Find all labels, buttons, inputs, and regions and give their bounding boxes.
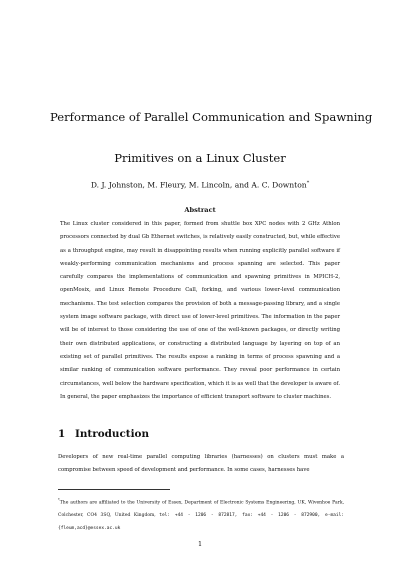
- author-list: [40, 180, 360, 190]
- author-footnote-mark: *: [306, 180, 310, 186]
- title-line-2: Primitives on a Linux Cluster: [114, 151, 286, 165]
- footnote-contact: tel: +44 - 1206 - 872817, fax: +44 - 1206 - 872900, e-mail: {fleum,acd}@essex.ac.uk: [58, 513, 344, 531]
- intro-paragraph: Developers of new real-time parallel computing libraries (harnesses) on clusters must make a compromise between speed of development and performance. In some cases, harnesses have: [58, 454, 344, 474]
- page-number: 1: [197, 540, 203, 548]
- section-title: Introduction: [75, 428, 149, 440]
- section-number: 1: [58, 428, 66, 440]
- author-names: D. J. Johnston, M. Fleury, M. Lincoln, and A. C. Downton: [90, 180, 307, 190]
- footnote-mark: *: [58, 498, 60, 502]
- footnote-rule: [58, 489, 170, 490]
- footnote-affiliation: The authors are affiliated to the University of Essex, Department of Electronic Systems Engineering, UK, Wivenhoe Park, Colchester, CO4 3SQ, United Kingdom,: [58, 500, 344, 519]
- abstract-body: The Linux cluster considered in this paper, formed from shuttle box XPC nodes with 2 GHz Athlon processors connected by dual Gb Ethernet switches, is relatively easily constructed, but, while effective as a throughput engine, may result in disappointing results when running explicitly parallel software if weakly-performing communication mechanisms and process spanning are selected. This paper carefully compares the implementations of communication and spawning primitives in MPICH-2, openMosix, and Linux Remote Procedure Call, forking, and various lower-level communication mechanisms. The test selection compares the provision of both a message-passing library, and a single system image software package, with direct use of lower-level primitives. The information in the paper will be of interest to those considering the use of one of the well-known packages, or directly writing their own distributed applications, or constructing a distributed language by layering on top of an existing set of parallel primitives. The results expose a ranking in terms of process spawning and a similar ranking of communication software performance. They reveal poor performance in certain circumstances, well below the hardware specification, which it is as well that the developer is aware of. In general, the paper emphasizes the importance of efficient transport software to cluster machines.: [60, 221, 340, 400]
- title-line-1: Performance of Parallel Communication and Spawning: [50, 110, 373, 124]
- footnote: [58, 494, 344, 535]
- abstract-heading: Abstract: [184, 206, 216, 214]
- section-heading: [58, 428, 149, 440]
